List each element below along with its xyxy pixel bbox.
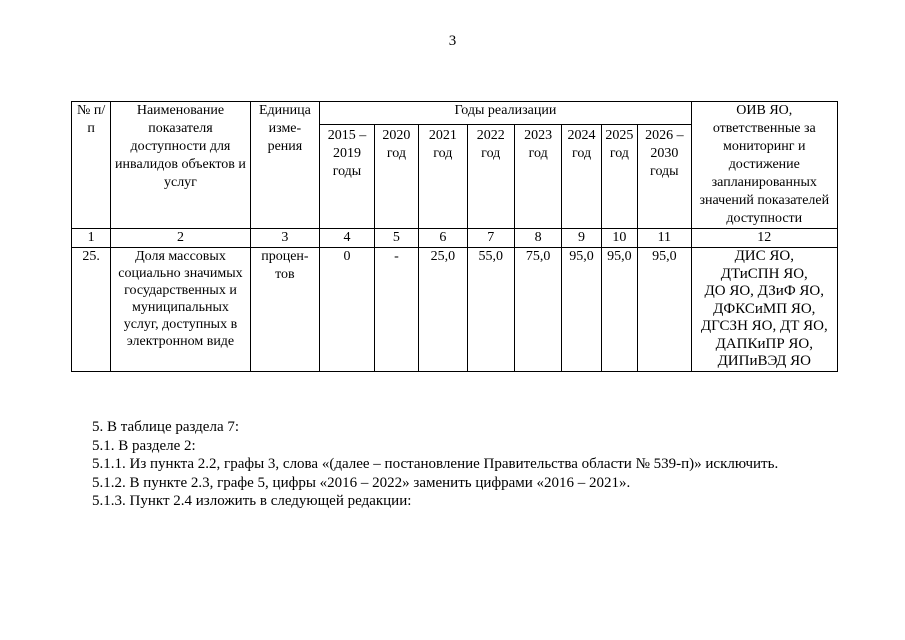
page-number: 3 xyxy=(448,33,457,49)
row-name: Доля массовых социально значимых государственных и муниципальных услуг, доступных в электронном виде xyxy=(111,248,250,372)
column-number: 5 xyxy=(374,229,418,248)
column-number: 4 xyxy=(320,229,374,248)
column-number: 11 xyxy=(638,229,692,248)
column-number: 3 xyxy=(250,229,320,248)
header-num: № п/п xyxy=(72,102,111,229)
paragraph: 5.1.1. Из пункта 2.2, графы 3, слова «(далее – постановление Правительства области № 539-п)» исключить. xyxy=(92,456,779,472)
responsible-line: ДФКСиМП ЯО, xyxy=(713,300,816,317)
row-value: 95,0 xyxy=(638,248,692,372)
row-value: 55,0 xyxy=(467,248,514,372)
column-number: 9 xyxy=(562,229,601,248)
column-number: 2 xyxy=(111,229,250,248)
row-value: 75,0 xyxy=(514,248,561,372)
header-year: 2026 – 2030 годы xyxy=(638,125,692,229)
responsible-line: ДО ЯО, ДЗиФ ЯО, xyxy=(704,283,825,299)
table-row xyxy=(72,248,838,372)
paragraph: 5.1. В разделе 2: xyxy=(92,437,196,454)
responsible-line: ДИС ЯО, xyxy=(734,248,794,264)
header-row-1 xyxy=(72,102,838,125)
responsible-line: ДАПКиПР ЯО, xyxy=(715,335,814,352)
header-year: 2025 год xyxy=(601,125,637,229)
header-year: 2024 год xyxy=(562,125,601,229)
header-year: 2021 год xyxy=(419,125,467,229)
column-number-row xyxy=(72,229,838,248)
header-name: Наименование показателя доступности для инвалидов объектов и услуг xyxy=(111,102,250,229)
column-number: 10 xyxy=(601,229,637,248)
header-year: 2015 – 2019 годы xyxy=(320,125,374,229)
responsible-line: ДТиСПН ЯО, xyxy=(720,265,808,282)
row-value: 95,0 xyxy=(562,248,601,372)
header-year: 2020 год xyxy=(374,125,418,229)
paragraph: 5.1.2. В пункте 2.3, графе 5, цифры «2016 – 2022» заменить цифрами «2016 – 2021». xyxy=(92,474,631,491)
header-oiv: ОИВ ЯО, ответственные за мониторинг и достижение запланированных значений показателей доступности xyxy=(691,102,837,229)
column-number: 12 xyxy=(691,229,837,248)
row-value: - xyxy=(374,248,418,372)
responsible-line: ДИПиВЭД ЯО xyxy=(717,353,811,369)
header-unit: Единица изме-рения xyxy=(250,102,320,229)
responsible-line: ДГСЗН ЯО, ДТ ЯО, xyxy=(700,318,828,334)
row-value: 25,0 xyxy=(419,248,467,372)
row-value: 95,0 xyxy=(601,248,637,372)
column-number: 8 xyxy=(514,229,561,248)
row-num: 25. xyxy=(72,248,111,372)
header-years-group: Годы реализации xyxy=(320,102,691,125)
row-unit: процен-тов xyxy=(250,248,320,372)
row-value: 0 xyxy=(320,248,374,372)
column-number: 7 xyxy=(467,229,514,248)
paragraph: 5.1.3. Пункт 2.4 изложить в следующей редакции: xyxy=(92,493,412,509)
column-number: 1 xyxy=(72,229,111,248)
paragraph: 5. В таблице раздела 7: xyxy=(92,419,240,435)
indicator-table xyxy=(71,101,838,372)
column-number: 6 xyxy=(419,229,467,248)
header-year: 2022 год xyxy=(467,125,514,229)
amendment-paragraphs xyxy=(92,418,872,511)
header-year: 2023 год xyxy=(514,125,561,229)
row-responsible xyxy=(691,248,837,372)
